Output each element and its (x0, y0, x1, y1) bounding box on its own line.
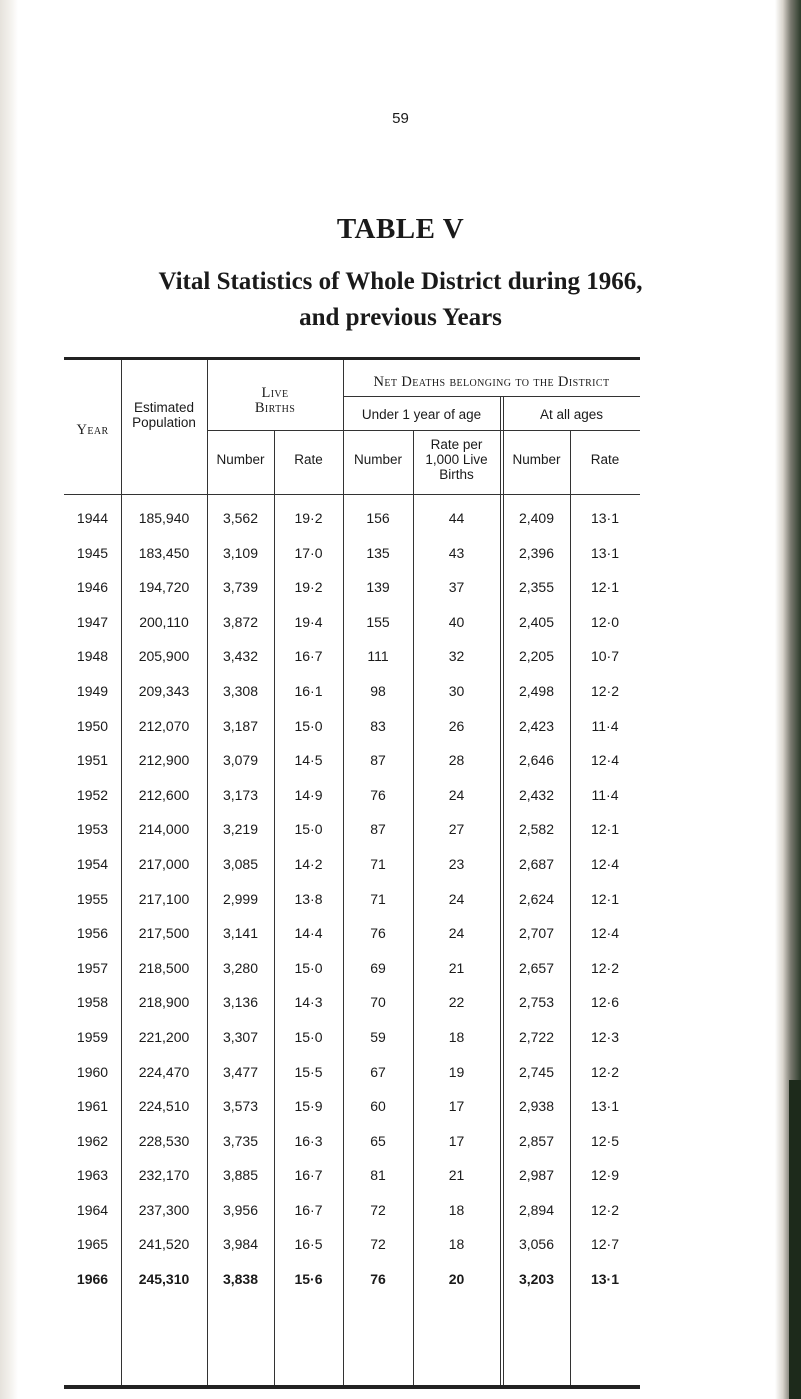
table-row (64, 709, 640, 744)
cell-births-rate: 17·0 (294, 544, 323, 561)
cell-deaths-rate: 12·1 (590, 579, 620, 596)
cell-population: 218,900 (138, 994, 190, 1011)
cell-deaths-number: 2,657 (518, 959, 555, 976)
cell-deaths-number: 2,687 (518, 855, 555, 872)
cell-year: 1960 (76, 1063, 109, 1080)
table-row (64, 812, 640, 847)
cell-births-rate: 16·5 (294, 1236, 323, 1253)
cell-population: 185,940 (138, 510, 190, 526)
cell-infant-rate: 30 (448, 682, 465, 699)
cell-population: 209,343 (138, 682, 190, 699)
table-row (64, 639, 640, 674)
cell-infant-rate: 43 (448, 544, 465, 561)
scan-left-edge (0, 0, 18, 1399)
cell-deaths-number: 2,753 (518, 994, 555, 1011)
cell-deaths-rate: 12·4 (590, 925, 620, 942)
cell-deaths-number: 2,409 (518, 510, 555, 526)
cell-deaths-rate: 12·2 (590, 959, 620, 976)
cell-births-number: 3,187 (222, 717, 259, 734)
cell-deaths-rate: 10·7 (590, 648, 620, 665)
table-row (64, 985, 640, 1020)
cell-births-number: 3,136 (222, 994, 259, 1011)
cell-population: 224,470 (138, 1063, 190, 1080)
header-at-all-ages: At all ages (539, 407, 604, 422)
cell-year: 1946 (76, 579, 109, 596)
cell-year: 1965 (76, 1236, 109, 1253)
cell-year: 1964 (76, 1201, 109, 1218)
cell-births-number: 3,573 (222, 1098, 259, 1115)
cell-population: 217,000 (138, 855, 190, 872)
cell-infant-number: 59 (370, 1028, 386, 1045)
cell-infant-number: 155 (366, 613, 390, 630)
cell-births-rate: 19·4 (294, 613, 323, 630)
table-row (64, 536, 640, 571)
cell-population: 232,170 (138, 1167, 190, 1184)
cell-infant-rate: 26 (448, 717, 465, 734)
cell-births-rate: 16·7 (294, 1201, 323, 1218)
cell-births-number: 3,141 (222, 925, 259, 942)
table-row (64, 1124, 640, 1159)
cell-infant-rate: 18 (448, 1201, 465, 1218)
cell-year: 1955 (76, 890, 109, 907)
cell-year: 1961 (76, 1098, 109, 1115)
header-live: Live (261, 385, 289, 401)
cell-population: 205,900 (138, 648, 190, 665)
cell-year: 1954 (76, 855, 109, 872)
cell-year: 1958 (76, 994, 109, 1011)
cell-deaths-number: 2,423 (518, 717, 555, 734)
cell-deaths-number: 2,707 (518, 925, 555, 942)
cell-deaths-rate: 12·5 (590, 1132, 620, 1149)
cell-year: 1945 (76, 544, 109, 561)
cell-deaths-rate: 12·2 (590, 682, 620, 699)
cell-infant-rate: 40 (448, 613, 465, 630)
table-row (64, 916, 640, 951)
cell-births-rate: 14·9 (294, 786, 323, 803)
cell-infant-rate: 44 (448, 510, 465, 526)
cell-births-number: 3,885 (222, 1167, 259, 1184)
cell-births-rate: 15·0 (294, 717, 323, 734)
cell-population: 217,100 (138, 890, 190, 907)
cell-infant-number: 111 (367, 648, 389, 665)
cell-infant-number: 98 (370, 682, 386, 699)
cell-births-number: 3,956 (222, 1201, 259, 1218)
cell-deaths-number: 2,624 (518, 890, 555, 907)
cell-births-number: 3,477 (222, 1063, 259, 1080)
cell-deaths-number: 2,745 (518, 1063, 555, 1080)
cell-births-rate: 14·5 (294, 752, 323, 769)
table-title: TABLE V (336, 213, 465, 245)
table-subtitle-line-1: Vital Statistics of Whole District during 1966, (158, 268, 643, 295)
cell-infant-number: 72 (370, 1236, 386, 1253)
cell-infant-rate: 19 (448, 1063, 465, 1080)
cell-population: 212,070 (138, 717, 190, 734)
header-under-1-year: Under 1 year of age (361, 407, 482, 422)
cell-infant-number: 71 (370, 855, 386, 872)
cell-births-number: 3,307 (222, 1028, 259, 1045)
cell-population: 228,530 (138, 1132, 190, 1149)
cell-infant-rate: 18 (448, 1028, 465, 1045)
cell-deaths-rate: 11·4 (591, 717, 619, 734)
cell-births-number: 3,562 (222, 510, 259, 526)
cell-births-rate: 16·1 (294, 682, 323, 699)
cell-births-rate: 14·2 (294, 855, 323, 872)
cell-deaths-rate: 12·3 (590, 1028, 620, 1045)
cell-births-rate: 15·6 (294, 1271, 323, 1288)
table-row (64, 1055, 640, 1090)
header-births-rate: Rate (294, 452, 323, 467)
cell-births-rate: 16·7 (294, 648, 323, 665)
cell-year: 1962 (76, 1132, 109, 1149)
cell-births-rate: 16·3 (294, 1132, 323, 1149)
cell-deaths-rate: 13·1 (590, 1271, 620, 1288)
cell-deaths-rate: 12·9 (590, 1167, 620, 1184)
cell-deaths-rate: 13·1 (590, 510, 620, 526)
cell-infant-number: 60 (370, 1098, 386, 1115)
cell-infant-rate: 21 (448, 1167, 465, 1184)
cell-deaths-rate: 11·4 (591, 786, 619, 803)
cell-deaths-number: 2,405 (518, 613, 555, 630)
cell-year: 1957 (76, 959, 109, 976)
cell-births-number: 3,739 (222, 579, 259, 596)
cell-births-rate: 15·0 (294, 959, 323, 976)
cell-infant-number: 70 (370, 994, 386, 1011)
cell-births-number: 3,872 (222, 613, 259, 630)
table-row (64, 1262, 640, 1297)
table-row (64, 1193, 640, 1228)
cell-births-number: 3,280 (222, 959, 259, 976)
cell-year: 1948 (76, 648, 109, 665)
cell-infant-number: 69 (370, 959, 386, 976)
cell-deaths-rate: 12·0 (590, 613, 620, 630)
cell-births-number: 3,308 (222, 682, 259, 699)
cell-births-rate: 15·0 (294, 1028, 323, 1045)
cell-births-number: 3,735 (222, 1132, 259, 1149)
cell-deaths-number: 2,894 (518, 1201, 555, 1218)
cell-infant-rate: 20 (448, 1271, 465, 1288)
cell-deaths-rate: 12·4 (590, 752, 620, 769)
cell-population: 214,000 (138, 821, 190, 838)
cell-population: 241,520 (138, 1236, 190, 1253)
cell-births-rate: 19·2 (294, 510, 323, 526)
cell-deaths-number: 2,938 (518, 1098, 555, 1115)
cell-year: 1956 (76, 925, 109, 942)
header-births-number: Number (216, 452, 265, 467)
table-row (64, 1089, 640, 1124)
cell-infant-rate: 24 (448, 890, 465, 907)
table-row (64, 951, 640, 986)
cell-deaths-number: 2,582 (518, 821, 555, 838)
header-rate-per-line-3: Births (439, 467, 474, 482)
cell-year: 1966 (76, 1271, 109, 1288)
header-estimated: Estimated (133, 400, 195, 415)
header-deaths-rate: Rate (590, 452, 620, 467)
table-row (64, 570, 640, 605)
cell-infant-number: 139 (366, 579, 390, 596)
cell-population: 237,300 (138, 1201, 190, 1218)
table-row (64, 1227, 640, 1262)
table-body (64, 501, 640, 1297)
cell-infant-rate: 18 (448, 1236, 465, 1253)
cell-infant-rate: 22 (448, 994, 465, 1011)
cell-infant-number: 81 (370, 1167, 386, 1184)
header-year: Year (76, 422, 109, 438)
cell-deaths-rate: 13·1 (590, 1098, 620, 1115)
cell-deaths-number: 2,987 (518, 1167, 555, 1184)
cell-births-number: 3,079 (222, 752, 259, 769)
cell-deaths-number: 2,355 (518, 579, 555, 596)
cell-infant-rate: 24 (448, 925, 465, 942)
cell-population: 212,900 (138, 752, 190, 769)
table-row (64, 674, 640, 709)
table-row (64, 882, 640, 917)
cell-infant-rate: 28 (448, 752, 465, 769)
table-row (64, 501, 640, 536)
cell-infant-number: 87 (370, 752, 386, 769)
cell-population: 221,200 (138, 1028, 190, 1045)
cell-year: 1959 (76, 1028, 109, 1045)
cell-infant-rate: 32 (448, 648, 465, 665)
cell-deaths-number: 2,205 (518, 648, 555, 665)
header-rate-per-line-2: 1,000 Live (425, 452, 488, 467)
cell-deaths-rate: 12·4 (590, 855, 620, 872)
cell-births-number: 3,219 (222, 821, 259, 838)
cell-births-number: 3,085 (222, 855, 259, 872)
table-subtitle-line-2: and previous Years (299, 304, 502, 331)
cell-population: 218,500 (138, 959, 190, 976)
cell-infant-number: 76 (370, 1271, 386, 1288)
cell-deaths-rate: 13·1 (590, 544, 620, 561)
page-number: 59 (392, 110, 409, 127)
cell-population: 194,720 (138, 579, 190, 596)
cell-infant-rate: 17 (448, 1098, 465, 1115)
cell-infant-number: 87 (370, 821, 386, 838)
cell-year: 1963 (76, 1167, 109, 1184)
cell-infant-rate: 24 (448, 786, 465, 803)
cell-births-rate: 19·2 (294, 579, 323, 596)
cell-infant-rate: 23 (448, 855, 465, 872)
table-row (64, 743, 640, 778)
cell-births-number: 3,984 (222, 1236, 259, 1253)
table-row (64, 1158, 640, 1193)
cell-deaths-number: 3,203 (518, 1271, 555, 1288)
cell-births-number: 3,838 (222, 1271, 259, 1288)
cell-births-number: 3,432 (222, 648, 259, 665)
cell-year: 1953 (76, 821, 109, 838)
cell-infant-number: 72 (370, 1201, 386, 1218)
vital-statistics-table (64, 357, 640, 1390)
cell-population: 217,500 (138, 925, 190, 942)
cell-infant-number: 135 (366, 544, 390, 561)
cell-year: 1947 (76, 613, 109, 630)
header-rule (64, 494, 640, 495)
cell-infant-number: 83 (370, 717, 386, 734)
cell-deaths-number: 2,646 (518, 752, 555, 769)
cell-births-rate: 16·7 (294, 1167, 323, 1184)
cell-infant-rate: 37 (448, 579, 465, 596)
cell-deaths-rate: 12·1 (590, 821, 620, 838)
cell-deaths-number: 2,432 (518, 786, 555, 803)
cell-deaths-number: 2,722 (518, 1028, 555, 1045)
cell-deaths-rate: 12·6 (590, 994, 620, 1011)
cell-births-rate: 15·5 (294, 1063, 323, 1080)
header-rate-per-line-1: Rate per (430, 437, 483, 452)
cell-population: 245,310 (138, 1271, 190, 1288)
scan-right-edge (775, 0, 801, 1399)
cell-year: 1950 (76, 717, 109, 734)
cell-births-rate: 13·8 (294, 890, 323, 907)
cell-births-rate: 15·9 (294, 1098, 323, 1115)
cell-deaths-rate: 12·1 (590, 890, 620, 907)
cell-deaths-rate: 12·2 (590, 1201, 620, 1218)
cell-deaths-rate: 12·2 (590, 1063, 620, 1080)
cell-infant-rate: 27 (448, 821, 465, 838)
cell-infant-number: 76 (370, 925, 386, 942)
table-row (64, 847, 640, 882)
header-births: Births (254, 400, 296, 416)
cell-infant-number: 67 (370, 1063, 386, 1080)
cell-year: 1949 (76, 682, 109, 699)
table-row (64, 1020, 640, 1055)
cell-infant-number: 65 (370, 1132, 386, 1149)
cell-births-rate: 14·4 (294, 925, 323, 942)
cell-deaths-number: 2,396 (518, 544, 555, 561)
table-row (64, 605, 640, 640)
cell-births-number: 3,109 (222, 544, 259, 561)
header-rule (343, 396, 640, 397)
table-bottom-rule (64, 1385, 640, 1389)
cell-births-number: 2,999 (222, 890, 259, 907)
cell-deaths-number: 2,857 (518, 1132, 555, 1149)
cell-deaths-rate: 12·7 (590, 1236, 620, 1253)
cell-deaths-number: 3,056 (518, 1236, 555, 1253)
cell-births-rate: 15·0 (294, 821, 323, 838)
cell-infant-number: 71 (370, 890, 386, 907)
cell-population: 183,450 (138, 544, 190, 561)
cell-year: 1944 (76, 510, 109, 526)
table-row (64, 778, 640, 813)
cell-deaths-number: 2,498 (518, 682, 555, 699)
cell-infant-rate: 21 (448, 959, 465, 976)
cell-births-rate: 14·3 (294, 994, 323, 1011)
cell-infant-number: 156 (366, 510, 390, 526)
header-rule (207, 430, 640, 431)
cell-infant-rate: 17 (448, 1132, 465, 1149)
cell-population: 200,110 (139, 613, 189, 630)
cell-population: 224,510 (138, 1098, 190, 1115)
cell-infant-number: 76 (370, 786, 386, 803)
header-net-deaths: Net Deaths belonging to the District (373, 374, 610, 390)
cell-population: 212,600 (138, 786, 190, 803)
cell-year: 1951 (76, 752, 109, 769)
cell-year: 1952 (76, 786, 109, 803)
header-population: Population (132, 415, 196, 430)
table-top-rule (64, 357, 640, 360)
header-deaths-number: Number (512, 452, 561, 467)
header-infant-number: Number (353, 452, 402, 467)
cell-births-number: 3,173 (222, 786, 259, 803)
